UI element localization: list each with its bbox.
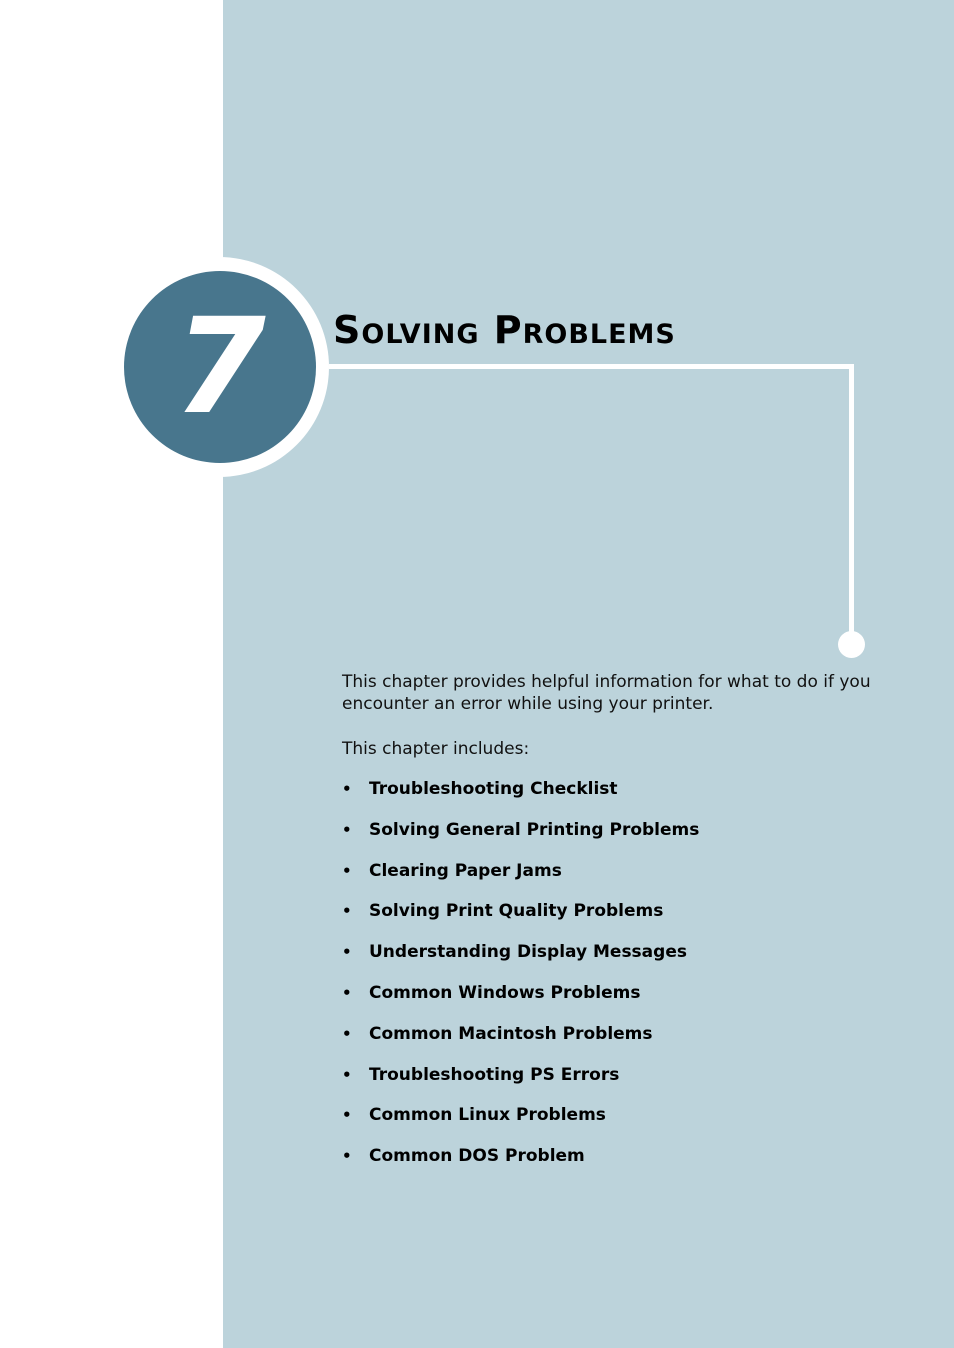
topic-item[interactable] [342, 1023, 699, 1064]
topic-item[interactable] [342, 1064, 699, 1105]
bullet-icon: • [342, 861, 352, 880]
topic-label: Solving General Printing Problems [369, 819, 700, 840]
chapter-title: Solving Problems [333, 308, 676, 352]
topic-item[interactable] [342, 982, 699, 1023]
topic-list [342, 778, 699, 1186]
bullet-icon: • [342, 1147, 352, 1166]
topic-label: Understanding Display Messages [369, 942, 687, 963]
chapter-intro: This chapter provides helpful information for what to do if you encounter an error while using your printer. [342, 672, 871, 714]
chapter-number: 7 [174, 290, 266, 444]
title-underline [329, 364, 854, 369]
topic-label: Clearing Paper Jams [369, 860, 562, 881]
topic-item[interactable] [342, 1145, 699, 1186]
topic-item[interactable] [342, 1104, 699, 1145]
topic-label: Troubleshooting PS Errors [369, 1064, 620, 1085]
bullet-icon: • [342, 983, 352, 1002]
topic-item[interactable] [342, 900, 699, 941]
includes-label: This chapter includes: [342, 739, 530, 759]
bullet-icon: • [342, 1024, 352, 1043]
topic-label: Solving Print Quality Problems [369, 901, 664, 922]
topic-item[interactable] [342, 778, 699, 819]
bullet-icon: • [342, 943, 352, 962]
topic-item[interactable] [342, 860, 699, 901]
topic-label: Common Linux Problems [369, 1105, 606, 1126]
topic-label: Common Windows Problems [369, 982, 641, 1003]
bullet-icon: • [342, 1065, 352, 1084]
bullet-icon: • [342, 820, 352, 839]
topic-item[interactable] [342, 819, 699, 860]
bullet-icon: • [342, 780, 352, 798]
topic-label: Troubleshooting Checklist [369, 779, 618, 799]
topic-item[interactable] [342, 941, 699, 982]
bullet-icon: • [342, 1106, 352, 1125]
connector-line [849, 364, 854, 636]
bullet-icon: • [342, 902, 352, 921]
topic-label: Common DOS Problem [369, 1146, 585, 1167]
topic-label: Common Macintosh Problems [369, 1023, 653, 1044]
connector-dot [838, 631, 865, 658]
